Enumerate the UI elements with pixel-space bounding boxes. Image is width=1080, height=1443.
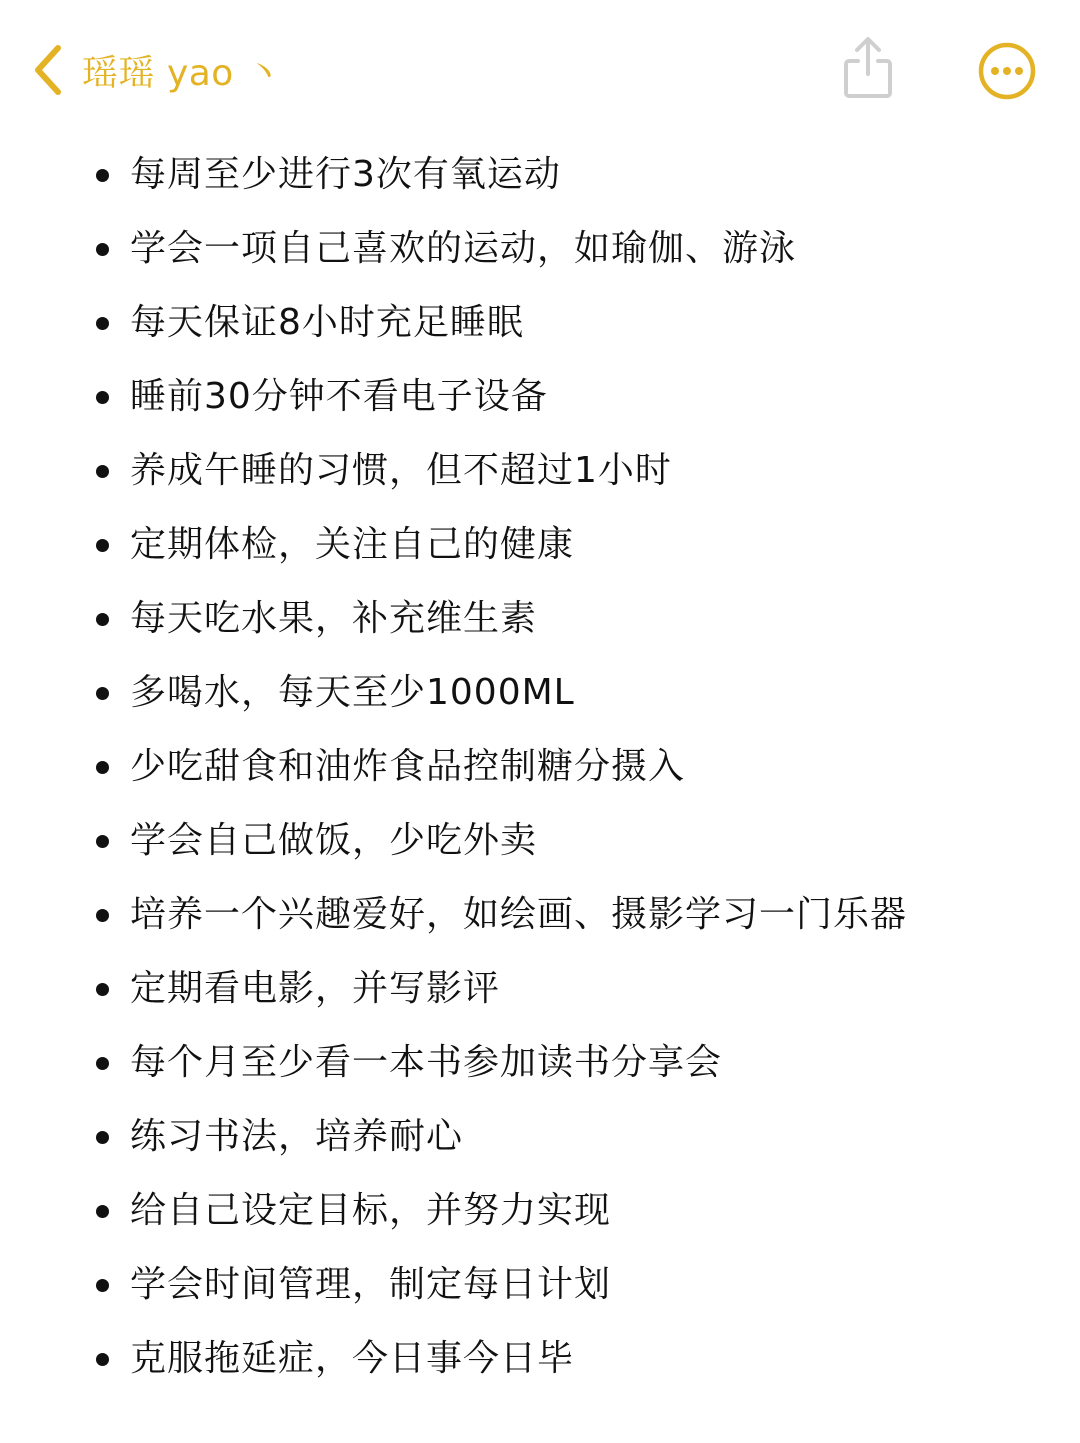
bullet-icon: [96, 983, 109, 996]
bullet-icon: [96, 539, 109, 552]
list-item-text: 学会自己做饭，少吃外卖: [130, 820, 538, 861]
list-item: [0, 286, 1080, 360]
list-item-text: 练习书法，培养耐心: [130, 1116, 464, 1157]
list-item-text: 给自己设定目标，并努力实现: [130, 1190, 612, 1231]
list-item: [0, 1174, 1080, 1248]
list-item-text: 每天保证8小时充足睡眠: [130, 302, 524, 343]
list-item-text: 每周至少进行3次有氧运动: [130, 154, 561, 195]
list-item: [0, 1026, 1080, 1100]
list-item: [0, 878, 1080, 952]
list-item-text: 睡前30分钟不看电子设备: [130, 376, 548, 417]
more-button[interactable]: [978, 42, 1036, 100]
bullet-icon: [96, 1205, 109, 1218]
bullet-icon: [96, 613, 109, 626]
list-item-text: 克服拖延症，今日事今日毕: [130, 1338, 575, 1379]
bullet-icon: [96, 909, 109, 922]
bullet-icon: [96, 169, 109, 182]
bullet-icon: [96, 465, 109, 478]
list-item-text: 学会时间管理，制定每日计划: [130, 1264, 612, 1305]
share-icon: [838, 89, 898, 108]
list-item: [0, 1100, 1080, 1174]
list-item-text: 定期体检，关注自己的健康: [130, 524, 575, 565]
list-item-text: 每个月至少看一本书参加读书分享会: [130, 1042, 723, 1083]
list-item: [0, 508, 1080, 582]
list-item-text: 学会一项自己喜欢的运动，如瑜伽、游泳: [130, 228, 797, 269]
bullet-icon: [96, 1057, 109, 1070]
list-item: [0, 1322, 1080, 1396]
list-item-text: 养成午睡的习惯，但不超过1小时: [130, 450, 672, 491]
list-item: [0, 434, 1080, 508]
list-item: [0, 212, 1080, 286]
note-bullet-list: [0, 138, 1080, 1396]
list-item: [0, 656, 1080, 730]
list-item: [0, 138, 1080, 212]
list-item-text: 多喝水，每天至少1000ML: [130, 672, 575, 713]
chevron-left-icon: [30, 38, 70, 102]
list-item: [0, 1248, 1080, 1322]
back-label: 瑶瑶 yao 丶: [82, 52, 283, 94]
list-item: [0, 730, 1080, 804]
list-item-text: 定期看电影，并写影评: [130, 968, 501, 1009]
list-item-text: 少吃甜食和油炸食品控制糖分摄入: [130, 746, 686, 787]
back-button[interactable]: [30, 38, 282, 102]
bullet-icon: [96, 1279, 109, 1292]
list-item: [0, 582, 1080, 656]
list-item: [0, 952, 1080, 1026]
share-button[interactable]: [838, 34, 898, 104]
list-item-text: 每天吃水果，补充维生素: [130, 598, 538, 639]
bullet-icon: [96, 835, 109, 848]
navigation-bar: [0, 0, 1080, 140]
bullet-icon: [96, 243, 109, 256]
bullet-icon: [96, 687, 109, 700]
bullet-icon: [96, 1131, 109, 1144]
bullet-icon: [96, 1353, 109, 1366]
more-icon: [978, 85, 1036, 104]
bullet-icon: [96, 391, 109, 404]
list-item-text: 培养一个兴趣爱好，如绘画、摄影学习一门乐器: [130, 894, 908, 935]
bullet-icon: [96, 317, 109, 330]
list-item: [0, 360, 1080, 434]
bullet-icon: [96, 761, 109, 774]
list-item: [0, 804, 1080, 878]
